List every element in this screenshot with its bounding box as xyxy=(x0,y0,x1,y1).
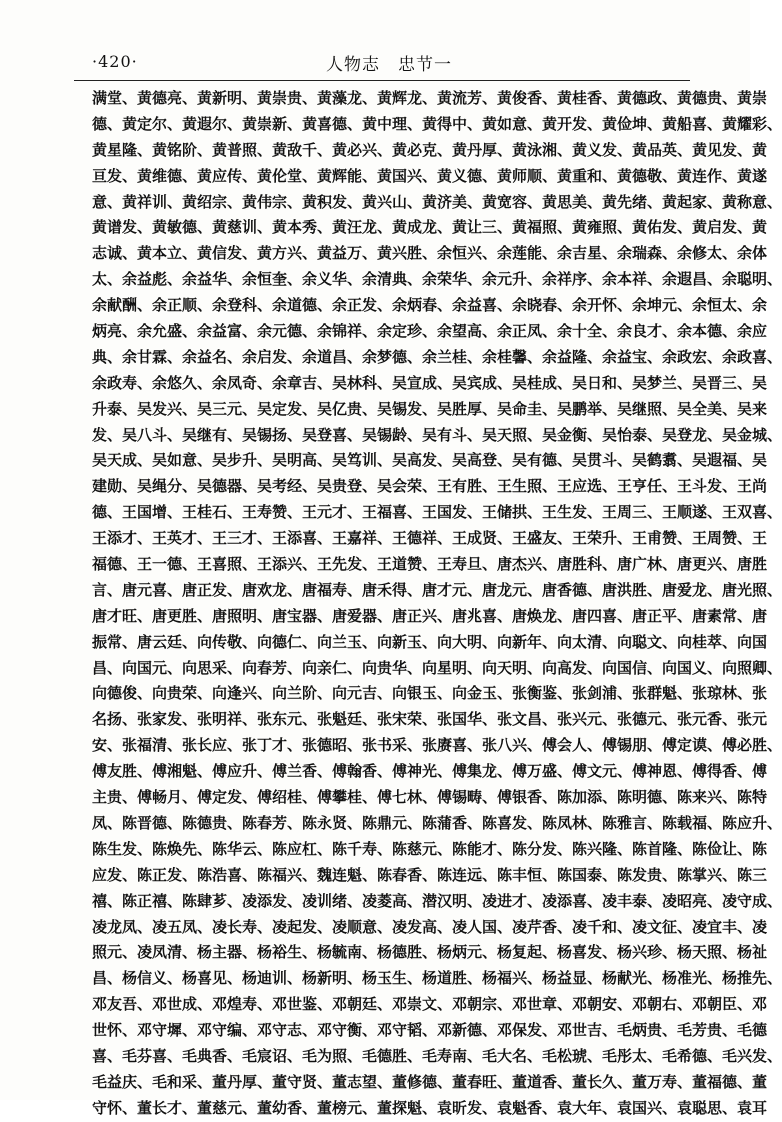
text-line: 傅友胜、傅湘魁、傅应升、傅兰香、傅翰香、傅神光、傅集龙、傅万盛、傅文元、傅神恩、傅得香、傅 xyxy=(92,762,768,781)
text-line: 建勋、吴绳分、吴德器、吴考经、吴贵登、吴会荣、王有胜、王生照、王应选、王亨任、王斗发、王尚 xyxy=(92,477,768,496)
text-line: 昌、向国元、向思采、向春芳、向亲仁、向贵华、向星明、向天明、向高发、向国信、向国义、向照卿、 xyxy=(92,658,782,677)
text-line: 升泰、吴发兴、吴三元、吴定发、吴亿贵、吴锡发、吴胜厚、吴命圭、吴鹏举、吴继照、吴全美、吴来 xyxy=(92,399,768,418)
page-header xyxy=(74,46,694,76)
text-line: 守怀、董长才、董慈元、董幼香、董榜元、董探魁、袁昕发、袁魁香、袁大年、袁国兴、袁聪思、袁耳 xyxy=(92,1098,768,1117)
running-head: 人物志 忠节一 xyxy=(326,55,452,75)
text-line: 亘发、黄维德、黄应传、黄伦堂、黄辉能、黄国兴、黄义德、黄师顺、黄重和、黄德敬、黄连作、黄遂 xyxy=(92,166,768,185)
body-text xyxy=(92,86,782,1122)
text-line: 邓友吾、邓世成、邓煌寿、邓世鉴、邓朝廷、邓崇文、邓朝宗、邓世章、邓朝安、邓朝右、邓朝臣、邓 xyxy=(92,995,768,1014)
text-line: 炳亮、余允盛、余益富、余元德、余锦祥、余定珍、余望高、余正凤、余十全、余良才、余本德、余应 xyxy=(92,322,768,341)
text-line: 典、余甘霖、余益名、余启发、余道昌、余梦德、余兰桂、余桂馨、余益隆、余益宝、余政宏、余政喜、 xyxy=(92,347,782,366)
text-line: 黄星隆、黄铭阶、黄普照、黄敌千、黄必兴、黄必克、黄丹厚、黄泳湘、黄义发、黄品英、黄见发、黄 xyxy=(92,140,768,159)
text-line: 应发、陈正发、陈浩喜、陈福兴、魏连魁、陈春香、陈连远、陈丰恒、陈国泰、陈发贵、陈掌兴、陈三 xyxy=(92,865,768,884)
text-line: 满堂、黄德亮、黄新明、黄崇贵、黄藻龙、黄辉龙、黄流芳、黄俊香、黄桂香、黄德政、黄德贵、黄崇 xyxy=(92,89,768,107)
text-line: 唐才旺、唐更胜、唐照明、唐宝器、唐爱器、唐正兴、唐兆喜、唐焕龙、唐四喜、唐正平、唐素常、唐 xyxy=(92,606,768,625)
text-line: 意、黄祥训、黄绍宗、黄伟宗、黄积发、黄兴山、黄济美、黄宽容、黄思美、黄先绪、黄起家、黄称意、 xyxy=(92,192,782,211)
text-line: 余政寿、余悠久、余凤奇、余章吉、吴林科、吴宣成、吴宾成、吴桂成、吴日和、吴梦兰、吴晋三、吴 xyxy=(92,373,768,392)
text-line: 发、吴八斗、吴继有、吴锡扬、吴登喜、吴锡龄、吴有斗、吴天照、吴金衡、吴怡泰、吴登龙、吴金城、 xyxy=(92,425,782,444)
text-line: 安、张福清、张长应、张丁才、张德昭、张书采、张赓喜、张八兴、傅会人、傅锡朋、傅定谟、傅必胜、 xyxy=(92,736,782,755)
text-line: 黄谱发、黄敏德、黄慈训、黄本秀、黄汪龙、黄成龙、黄让三、黄福照、黄雍照、黄佑发、黄启发、黄 xyxy=(92,218,768,237)
text-line: 禧、陈正禧、陈肆芗、凌添发、凌训绪、凌菱高、潜汉明、凌进才、凌添喜、凌丰泰、凌昭亮、凌守成、 xyxy=(92,891,782,910)
text-line: 喜、毛芬喜、毛典香、毛宸诏、毛为照、毛德胜、毛寿南、毛大名、毛松琥、毛彤太、毛希德、毛兴发、 xyxy=(92,1046,782,1065)
text-line: 太、余益彪、余益华、余恒奎、余义华、余清典、余荣华、余元升、余祥序、余本祥、余遐昌、余聪明、 xyxy=(92,270,782,289)
text-line: 昌、杨信义、杨喜见、杨迪训、杨新明、杨玉生、杨道胜、杨福兴、杨益显、杨献光、杨准光、杨推先、 xyxy=(92,969,782,988)
text-line: 余献酬、余正顺、余登科、余道德、余正发、余炳春、余益喜、余晓春、余开怀、余坤元、余恒太、余 xyxy=(92,296,768,315)
text-line: 向德俊、向贵荣、向逢兴、向兰阶、向元吉、向银玉、向金玉、张衡鉴、张剑浦、张群魁、张琼林、张 xyxy=(92,684,768,703)
text-line: 言、唐元喜、唐正发、唐欢龙、唐福寿、唐禾得、唐才元、唐龙元、唐香德、唐洪胜、唐爱龙、唐光照、 xyxy=(92,580,782,599)
text-line: 毛益庆、毛和采、董丹厚、董守贤、董志望、董修德、董春旺、董道香、董长久、董万寿、董福德、董 xyxy=(92,1072,768,1091)
text-line: 世怀、邓守墀、邓守编、邓守志、邓守衡、邓守韬、邓新德、邓保发、邓世吉、毛炳贵、毛芳贵、毛德 xyxy=(92,1021,768,1040)
text-line: 振常、唐云廷、向传敬、向德仁、向兰玉、向新玉、向大明、向新年、向太清、向聪文、向桂萃、向国 xyxy=(92,632,768,651)
text-line: 福德、王一德、王喜照、王添兴、王先发、王道赞、王寿旦、唐杰兴、唐胜科、唐广林、唐更兴、唐胜 xyxy=(92,555,768,574)
header-rule xyxy=(74,80,690,81)
text-line: 凌龙凤、凌五凤、凌长寿、凌起发、凌顺意、凌发高、凌人国、凌芹香、凌千和、凌文征、凌宜丰、凌 xyxy=(92,917,768,936)
text-line: 主贵、傅畅月、傅定发、傅绍桂、傅攀桂、傅七林、傅锡畴、傅银香、陈加添、陈明德、陈来兴、陈特 xyxy=(92,788,768,807)
text-line: 陈生发、陈焕先、陈华云、陈应杠、陈千寿、陈慈元、陈能才、陈分发、陈兴隆、陈首隆、陈俭让、陈 xyxy=(92,839,768,858)
text-line: 德、黄定尔、黄遐尔、黄崇新、黄喜德、黄中理、黄得中、黄如意、黄开发、黄俭坤、黄船喜、黄耀彩、 xyxy=(92,114,782,133)
page-number: ·420· xyxy=(92,52,138,71)
text-line: 吴天成、吴如意、吴步升、吴明高、吴笃训、吴高发、吴高登、吴有德、吴贯斗、吴鹤翥、吴遐福、吴 xyxy=(92,451,768,470)
text-line: 志诚、黄本立、黄信发、黄方兴、黄益万、黄兴胜、余恒兴、余莲能、余吉星、余瑞森、余修太、余体 xyxy=(92,244,768,263)
text-line: 照元、凌凤清、杨主器、杨裕生、杨毓南、杨德胜、杨炳元、杨复起、杨喜发、杨兴珍、杨天照、杨祉 xyxy=(92,943,768,962)
text-line: 德、王国增、王桂石、王寿赞、王元才、王福喜、王国发、王储拱、王生发、王周三、王顺遂、王双喜、 xyxy=(92,503,782,522)
text-line: 凤、陈晋德、陈德贵、陈春芳、陈永贤、陈鼎元、陈蒲香、陈喜发、陈凤林、陈雅言、陈载福、陈应升、 xyxy=(92,813,782,832)
text-line: 王添才、王英才、王三才、王添喜、王嘉祥、王德祥、王成贤、王盛友、王荣升、王甫赞、王周赞、王 xyxy=(92,529,768,548)
text-line: 名扬、张家发、张明祥、张东元、张魁廷、张宋荣、张国华、张文昌、张兴元、张德元、张元香、张元 xyxy=(92,710,768,729)
